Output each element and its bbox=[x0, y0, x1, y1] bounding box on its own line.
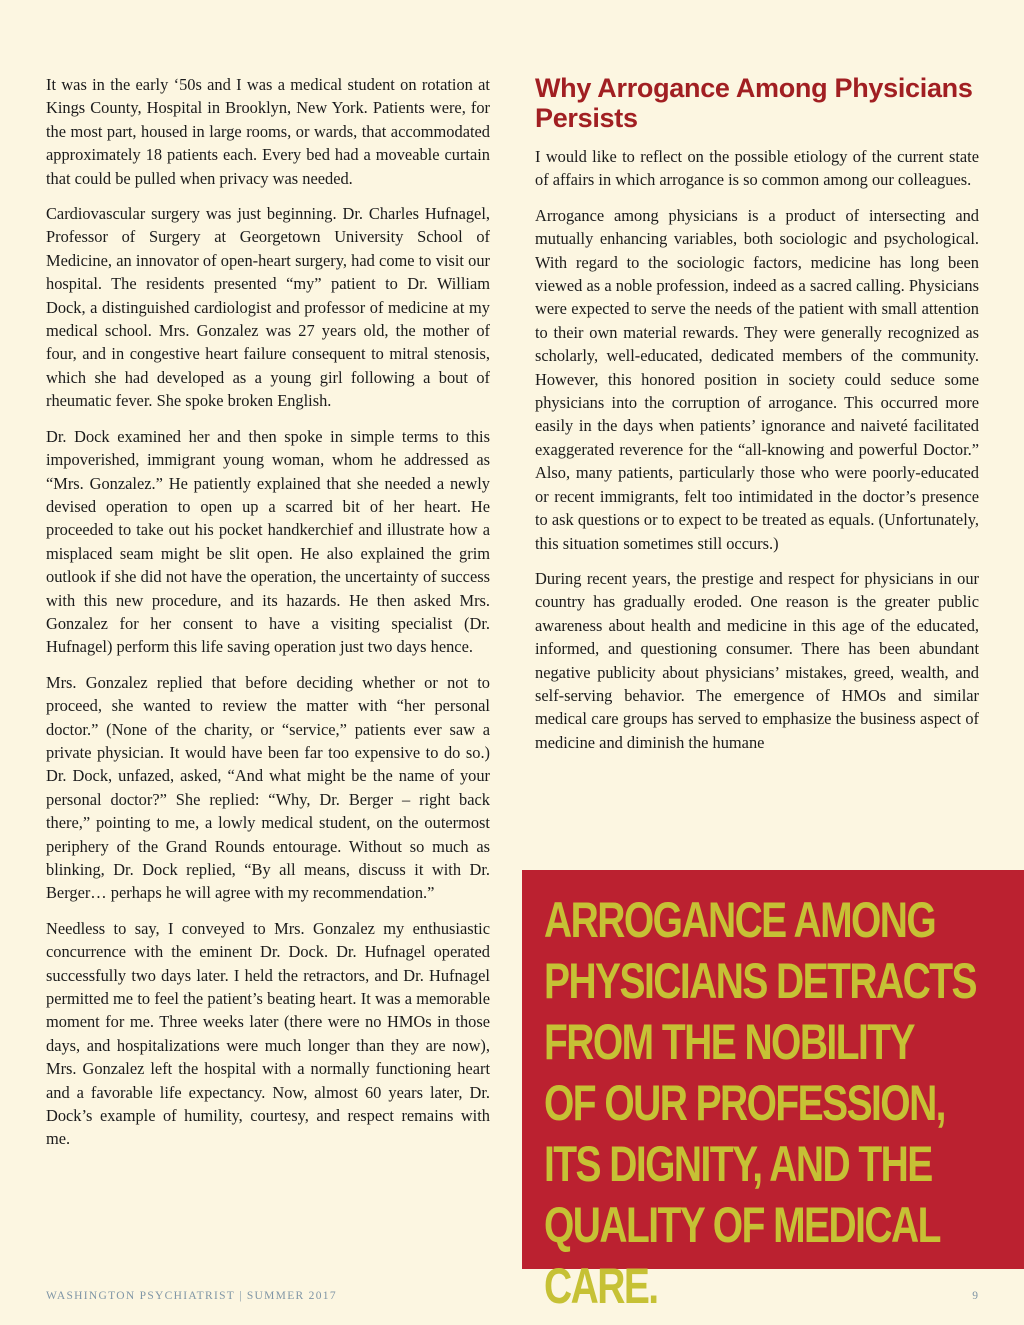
left-column bbox=[46, 73, 490, 1163]
section-heading: Why Arrogance Among Physicians Persists bbox=[535, 73, 973, 133]
footer-publication: WASHINGTON PSYCHIATRIST | SUMMER 2017 bbox=[46, 1290, 337, 1302]
pull-quote-box bbox=[522, 870, 1024, 1314]
pull-quote-text: ARROGANCE AMONG PHYSICIANS DETRACTS FROM THE NOBILITY OF OUR PROFESSION, ITS DIGNITY, AND THE QUALITY OF MEDICAL CARE. bbox=[544, 892, 976, 1314]
right-column bbox=[535, 73, 979, 766]
body-paragraph: I would like to reflect on the possible etiology of the current state of affairs in which arrogance is so common among our colleagues. bbox=[535, 147, 979, 190]
body-paragraph: It was in the early ‘50s and I was a medical student on rotation at Kings County, Hospital in Brooklyn, New York. Patients were, for the most part, housed in large rooms, or wards, that accommodated approximately 18 patients each. Every bed had a moveable curtain that could be pulled when privacy was needed. bbox=[46, 75, 490, 188]
body-paragraph: Arrogance among physicians is a product of intersecting and mutually enhancing variables, both sociologic and psychological. With regard to the sociologic factors, medicine has long been viewed as a noble profession, indeed as a sacred calling. Physicians were expected to serve the needs of the patient with small attention to their own material rewards. They were generally recognized as scholarly, well-educated, dedicated members of the community. However, this honored position in society could seduce some physicians into the corruption of arrogance. This occurred more easily in the days when patients’ ignorance and naiveté facilitated exaggerated reverence for the “all-knowing and powerful Doctor.” Also, many patients, particularly those who were poorly-educated or recent immigrants, felt too intimidated in the doctor’s presence to ask questions or to expect to be treated as equals. (Unfortunately, this situation sometimes still occurs.) bbox=[535, 205, 979, 553]
page-number: 9 bbox=[972, 1290, 978, 1302]
body-paragraph: Mrs. Gonzalez replied that before deciding whether or not to proceed, she wanted to review the matter with “her personal doctor.” (None of the charity, or “service,” patients ever saw a private physician. It would have been far too expensive to do so.) Dr. Dock, unfazed, asked, “And what might be the name of your personal doctor?” She replied: “Why, Dr. Berger – right back there,” pointing to me, a lowly medical student, on the outermost periphery of the Grand Rounds entourage. Without so much as blinking, Dr. Dock replied, “By all means, discuss it with Dr. Berger… perhaps he will agree with my recommendation.” bbox=[46, 672, 490, 903]
body-paragraph: Dr. Dock examined her and then spoke in simple terms to this impoverished, immigrant young woman, whom he addressed as “Mrs. Gonzalez.” He patiently explained that she needed a newly devised operation to open up a scarred bit of her heart. He proceeded to take out his pocket handkerchief and illustrate how a misplaced seam might be slit open. He also explained the grim outlook if she did not have the operation, the uncertainty of success with this new procedure, and its hazards. He then asked Mrs. Gonzalez for her consent to have a visiting specialist (Dr. Hufnagel) perform this life saving operation just two days hence. bbox=[46, 426, 490, 657]
body-paragraph: Needless to say, I conveyed to Mrs. Gonzalez my enthusiastic concurrence with the eminent Dr. Dock. Dr. Hufnagel operated successfully two days later. I held the retractors, and Dr. Hufnagel permitted me to feel the patient’s beating heart. It was a memorable moment for me. Three weeks later (there were no HMOs in those days, and hospitalizations were much longer than they are now), Mrs. Gonzalez left the hospital with a normally functioning heart and a favorable life expectancy. Now, almost 60 years later, Dr. Dock’s example of humility, courtesy, and respect remains with me. bbox=[46, 918, 490, 1149]
body-paragraph: Cardiovascular surgery was just beginning. Dr. Charles Hufnagel, Professor of Surgery at Georgetown University School of Medicine, an innovator of open-heart surgery, had come to visit our hospital. The residents presented “my” patient to Dr. William Dock, a distinguished cardiologist and professor of medicine at my medical school. Mrs. Gonzalez was 27 years old, the mother of four, and in congestive heart failure consequent to mitral stenosis, which she had developed as a young girl following a bout of rheumatic fever. She spoke broken English. bbox=[46, 204, 490, 411]
body-paragraph: During recent years, the prestige and respect for physicians in our country has gradually eroded. One reason is the greater public awareness about health and medicine in this age of the educated, informed, and questioning consumer. There has been abundant negative publicity about physicians’ mistakes, greed, wealth, and self-serving behavior. The emergence of HMOs and similar medical care groups has served to emphasize the business aspect of medicine and diminish the humane bbox=[535, 568, 979, 752]
